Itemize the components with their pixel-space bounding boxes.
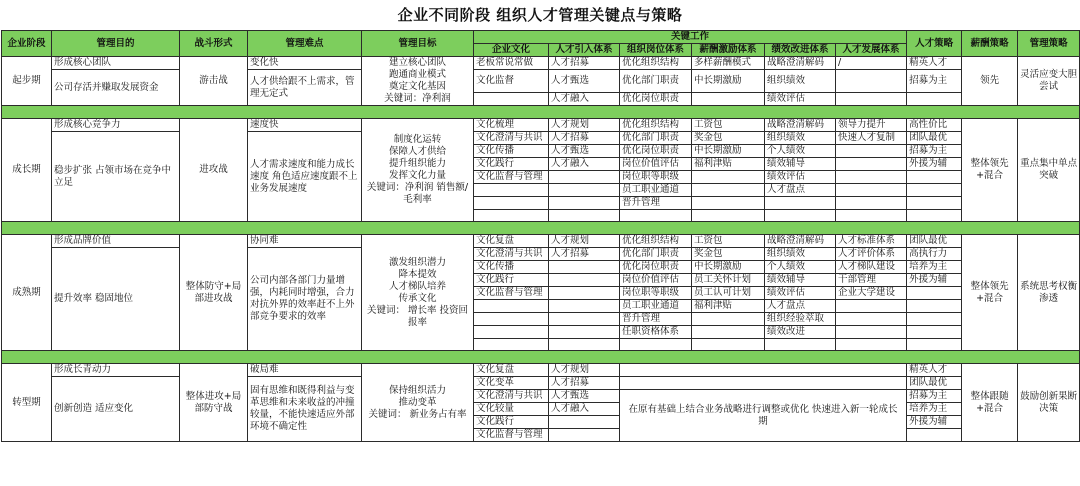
goal-line: 关键词： 新业务占有率 [368, 408, 467, 420]
org-item: 优化部门职责 [620, 70, 692, 93]
perf-item: 绩效评估 [765, 93, 836, 106]
pay-item [692, 313, 765, 326]
intro-item [549, 171, 620, 184]
dev-item [836, 158, 907, 171]
header-keywork: 关键工作 [474, 31, 907, 44]
table-row [2, 57, 1080, 70]
salary-strategy: 领先 [962, 57, 1018, 106]
management-goal [362, 364, 474, 442]
org-item: 优化组织结构 [620, 57, 692, 70]
intro-item [549, 261, 620, 274]
stage-name: 转型期 [2, 364, 52, 442]
stage-divider [2, 106, 1080, 119]
pay-item: 员工认可计划 [692, 287, 765, 300]
perf-item: 个人绩效 [765, 145, 836, 158]
culture-item: 文化变革 [474, 377, 549, 390]
perf-item: 绩效辅导 [765, 274, 836, 287]
dev-item: / [836, 57, 907, 70]
header-difficulty: 管理难点 [248, 31, 362, 57]
pay-item: 工资包 [692, 119, 765, 132]
intro-item: 人才融入 [549, 93, 620, 106]
dev-item [836, 171, 907, 184]
pay-item: 福利津贴 [692, 158, 765, 171]
subheader-pay: 薪酬激励体系 [692, 44, 765, 57]
pay-item [692, 171, 765, 184]
table-row [2, 248, 1080, 261]
goal-line: 保障人才供给 [388, 146, 446, 157]
intro-item [549, 326, 620, 339]
difficulty-title: 速度快 [248, 119, 362, 132]
purpose-desc: 创新创造 适应变化 [52, 377, 180, 442]
talent-strategy-item [907, 326, 962, 339]
talent-strategy-item: 团队最优 [907, 235, 962, 248]
dev-item: 干部管理 [836, 274, 907, 287]
pay-item: 员工关怀计划 [692, 274, 765, 287]
table-row [2, 132, 1080, 145]
pay-item: 多样薪酬模式 [692, 57, 765, 70]
difficulty-desc: 人才供给跟不上需求，管理无定式 [248, 70, 362, 106]
perf-item: 组织绩效 [765, 248, 836, 261]
pay-item: 福利津贴 [692, 300, 765, 313]
intro-item [549, 197, 620, 210]
battle-form: 整体进攻+局部防守战 [180, 364, 248, 442]
dev-item: 领导力提升 [836, 119, 907, 132]
stage-divider-cell [2, 222, 1080, 235]
talent-strategy-item [907, 184, 962, 197]
culture-item [474, 326, 549, 339]
org-item: 优化组织结构 [620, 119, 692, 132]
intro-item: 人才甄选 [549, 70, 620, 93]
pay-item [692, 197, 765, 210]
goal-line: 激发组织潜力 [388, 256, 446, 268]
org-item: 岗位职等职级 [620, 287, 692, 300]
org-item: 岗位职等职级 [620, 171, 692, 184]
difficulty-title: 破局难 [248, 364, 362, 377]
intro-item [549, 313, 620, 326]
org-item: 优化岗位职责 [620, 145, 692, 158]
goal-line: 关键词：净利润 [384, 93, 451, 104]
org-item [620, 210, 692, 222]
header-battle: 战斗形式 [180, 31, 248, 57]
org-item: 晋升管理 [620, 197, 692, 210]
intro-item [549, 416, 620, 429]
management-strategy: 鼓励创新果断决策 [1018, 364, 1080, 442]
talent-strategy-item: 培养为主 [907, 261, 962, 274]
battle-form: 游击战 [180, 57, 248, 106]
talent-strategy-item [907, 210, 962, 222]
dev-item: 快速人才复制 [836, 132, 907, 145]
dev-item [836, 339, 907, 351]
talent-strategy-item: 高执行力 [907, 248, 962, 261]
intro-item: 人才招募 [549, 132, 620, 145]
dev-item [836, 93, 907, 106]
culture-item: 文化澄清与共识 [474, 248, 549, 261]
dev-item [836, 184, 907, 197]
intro-item [549, 210, 620, 222]
dev-item: 企业大学建设 [836, 287, 907, 300]
culture-item: 文化践行 [474, 416, 549, 429]
talent-strategy-item: 培养为主 [907, 403, 962, 416]
pay-item [692, 210, 765, 222]
org-item: 岗位价值评估 [620, 158, 692, 171]
perf-item: 个人绩效 [765, 261, 836, 274]
goal-line: 关键词：净利润 销售额/毛利率 [366, 182, 469, 205]
purpose-title: 形成品牌价值 [52, 235, 180, 248]
intro-item [549, 339, 620, 351]
goal-line: 制度化运转 [393, 134, 442, 145]
goal-line: 人才梯队培养 [388, 280, 446, 292]
org-item: 优化部门职责 [620, 132, 692, 145]
dev-item: 人才评价体系 [836, 248, 907, 261]
dev-item [836, 145, 907, 158]
culture-item [474, 210, 549, 222]
talent-strategy-item: 高性价比 [907, 119, 962, 132]
goal-line: 跑通商业模式 [388, 69, 446, 80]
dev-item [836, 197, 907, 210]
salary-strategy: 整体领先+混合 [962, 119, 1018, 222]
culture-item: 文化梳理 [474, 119, 549, 132]
header-talent-strategy: 人才策略 [907, 31, 962, 57]
goal-line: 传承文化 [398, 292, 437, 304]
battle-form: 进攻战 [180, 119, 248, 222]
stage-divider-cell [2, 351, 1080, 364]
perf-item: 组织经验萃取 [765, 313, 836, 326]
management-goal [362, 235, 474, 351]
intro-item: 人才规划 [549, 119, 620, 132]
org-item: 岗位价值评估 [620, 274, 692, 287]
perf-item: 绩效改进 [765, 326, 836, 339]
talent-strategy-item: 招募为主 [907, 145, 962, 158]
intro-item [549, 300, 620, 313]
intro-item: 人才规划 [549, 235, 620, 248]
talent-strategy-item: 外援为辅 [907, 274, 962, 287]
talent-strategy-item [907, 171, 962, 184]
dev-item [836, 326, 907, 339]
perf-item: 组织绩效 [765, 70, 836, 93]
culture-item: 文化监督与管理 [474, 287, 549, 300]
perf-item: 战略澄清解码 [765, 235, 836, 248]
difficulty-desc: 人才需求速度和能力成长速度 角色适应速度跟不上业务发展速度 [248, 132, 362, 222]
intro-item [549, 429, 620, 442]
battle-form: 整体防守+局部进攻战 [180, 235, 248, 351]
management-goal [362, 57, 474, 106]
talent-strategy-item: 招募为主 [907, 390, 962, 403]
table-row [2, 119, 1080, 132]
talent-strategy-item [907, 339, 962, 351]
talent-strategy-item: 外援为辅 [907, 158, 962, 171]
goal-line: 保持组织活力 [388, 384, 446, 396]
perf-item: 绩效评估 [765, 287, 836, 300]
goal-line: 关键词： 增长率 投资回报率 [366, 304, 469, 328]
intro-item [549, 274, 620, 287]
pay-item [692, 339, 765, 351]
perf-item [765, 210, 836, 222]
culture-item: 老板常说常做 [474, 57, 549, 70]
pay-item: 中长期激励 [692, 145, 765, 158]
subheader-culture: 企业文化 [474, 44, 549, 57]
talent-strategy-item: 团队最优 [907, 377, 962, 390]
intro-item: 人才招募 [549, 377, 620, 390]
culture-item: 文化复盘 [474, 235, 549, 248]
culture-item [474, 313, 549, 326]
goal-line: 推动变革 [398, 396, 437, 408]
page-title: 企业不同阶段 组织人才管理关键点与策略 [397, 6, 683, 24]
management-strategy: 重点集中单点突破 [1018, 119, 1080, 222]
table-row [2, 235, 1080, 248]
culture-item: 文化澄清与共识 [474, 132, 549, 145]
pay-item: 奖金包 [692, 248, 765, 261]
culture-item [474, 197, 549, 210]
org-item: 优化组织结构 [620, 235, 692, 248]
culture-item: 文化较量 [474, 403, 549, 416]
management-strategy: 系统思考权衡渗透 [1018, 235, 1080, 351]
dev-item [836, 300, 907, 313]
difficulty-title: 协同难 [248, 235, 362, 248]
purpose-desc: 公司存活并赚取发展资金 [52, 70, 180, 106]
talent-strategy-item [907, 197, 962, 210]
talent-strategy-item: 精英人才 [907, 57, 962, 70]
salary-strategy: 整体跟随+混合 [962, 364, 1018, 442]
talent-strategy-item [907, 300, 962, 313]
subheader-org: 组织岗位体系 [620, 44, 692, 57]
intro-item: 人才融入 [549, 158, 620, 171]
perf-item [765, 197, 836, 210]
management-goal [362, 119, 474, 222]
perf-item: 人才盘点 [765, 184, 836, 197]
subheader-intro: 人才引入体系 [549, 44, 620, 57]
header-purpose: 管理目的 [52, 31, 180, 57]
header-goal: 管理目标 [362, 31, 474, 57]
merged-note: 在原有基础上结合业务战略进行调整或优化 快速进入新一轮成长期 [620, 390, 907, 442]
header-mgmt-strategy: 管理策略 [1018, 31, 1080, 57]
intro-item: 人才规划 [549, 364, 620, 377]
intro-item [549, 287, 620, 300]
stage-name: 成熟期 [2, 235, 52, 351]
pay-item: 奖金包 [692, 132, 765, 145]
culture-item [474, 93, 549, 106]
talent-strategy-item [907, 287, 962, 300]
stage-divider [2, 351, 1080, 364]
talent-strategy-item [907, 429, 962, 442]
perf-item: 组织绩效 [765, 132, 836, 145]
org-item: 员工职业通道 [620, 300, 692, 313]
goal-line: 提升组织能力 [388, 158, 446, 169]
talent-strategy-item [907, 313, 962, 326]
header-stage: 企业阶段 [2, 31, 52, 57]
pay-item [692, 184, 765, 197]
header-salary-strategy: 薪酬策略 [962, 31, 1018, 57]
salary-strategy: 整体领先+混合 [962, 235, 1018, 351]
org-item: 任职资格体系 [620, 326, 692, 339]
purpose-title: 形成核心团队 [52, 57, 180, 70]
purpose-desc: 稳步扩张 占领市场在竞争中立足 [52, 132, 180, 222]
intro-item: 人才甄选 [549, 390, 620, 403]
difficulty-desc: 公司内部各部门力量增强，内耗同时增强，合力对抗外界的效率赶不上外部竞争要求的效率 [248, 248, 362, 351]
pay-item [692, 93, 765, 106]
perf-item: 战略澄清解码 [765, 119, 836, 132]
dev-item [836, 313, 907, 326]
table-row [2, 70, 1080, 93]
blank-cell [620, 377, 907, 390]
pay-item [692, 326, 765, 339]
stage-name: 成长期 [2, 119, 52, 222]
intro-item: 人才甄选 [549, 145, 620, 158]
talent-strategy-item [907, 93, 962, 106]
table-row [2, 377, 1080, 390]
org-item: 优化部门职责 [620, 248, 692, 261]
stage-divider-cell [2, 106, 1080, 119]
difficulty-desc: 固有思维和既得利益与变革思维和未来收益的冲撞较量，不能快速适应外部环境不确定性 [248, 377, 362, 442]
stage-divider [2, 222, 1080, 235]
intro-item [549, 184, 620, 197]
perf-item [765, 339, 836, 351]
culture-item: 文化监督 [474, 70, 549, 93]
difficulty-title: 变化快 [248, 57, 362, 70]
purpose-title: 形成长青动力 [52, 364, 180, 377]
culture-item [474, 339, 549, 351]
culture-item: 文化传播 [474, 145, 549, 158]
pay-item: 工资包 [692, 235, 765, 248]
culture-item: 文化传播 [474, 261, 549, 274]
goal-line: 发挥文化力量 [388, 170, 446, 181]
intro-item: 人才招募 [549, 57, 620, 70]
subheader-perf: 绩效改进体系 [765, 44, 836, 57]
culture-item: 文化澄清与共识 [474, 390, 549, 403]
talent-strategy-item: 招募为主 [907, 70, 962, 93]
culture-item: 文化监督与管理 [474, 171, 549, 184]
dev-item [836, 70, 907, 93]
intro-item: 人才招募 [549, 248, 620, 261]
table-row [2, 364, 1080, 377]
talent-strategy-item: 精英人才 [907, 364, 962, 377]
pay-item: 中长期激励 [692, 70, 765, 93]
management-strategy: 灵活应变大胆尝试 [1018, 57, 1080, 106]
strategy-table [1, 30, 1080, 442]
culture-item: 文化践行 [474, 158, 549, 171]
org-item: 优化岗位职责 [620, 93, 692, 106]
dev-item: 人才梯队建设 [836, 261, 907, 274]
org-item: 员工职业通道 [620, 184, 692, 197]
culture-item: 文化监督与管理 [474, 429, 549, 442]
perf-item: 人才盘点 [765, 300, 836, 313]
perf-item: 绩效辅导 [765, 158, 836, 171]
purpose-desc: 提升效率 稳固地位 [52, 248, 180, 351]
goal-line: 降本提效 [398, 268, 437, 280]
org-item: 晋升管理 [620, 313, 692, 326]
culture-item [474, 300, 549, 313]
intro-item: 人才融入 [549, 403, 620, 416]
culture-item: 文化践行 [474, 274, 549, 287]
culture-item: 文化复盘 [474, 364, 549, 377]
stage-name: 起步期 [2, 57, 52, 106]
culture-item [474, 184, 549, 197]
goal-line: 建立核心团队 [388, 57, 446, 68]
pay-item: 中长期激励 [692, 261, 765, 274]
org-item: 优化岗位职责 [620, 261, 692, 274]
org-item [620, 339, 692, 351]
dev-item [836, 210, 907, 222]
dev-item: 人才标准体系 [836, 235, 907, 248]
perf-item: 战略澄清解码 [765, 57, 836, 70]
perf-item: 绩效评估 [765, 171, 836, 184]
blank-cell [620, 364, 907, 377]
talent-strategy-item: 团队最优 [907, 132, 962, 145]
goal-line: 奠定文化基因 [388, 81, 446, 92]
purpose-title: 形成核心竞争力 [52, 119, 180, 132]
subheader-dev: 人才发展体系 [836, 44, 907, 57]
talent-strategy-item: 外援为辅 [907, 416, 962, 429]
